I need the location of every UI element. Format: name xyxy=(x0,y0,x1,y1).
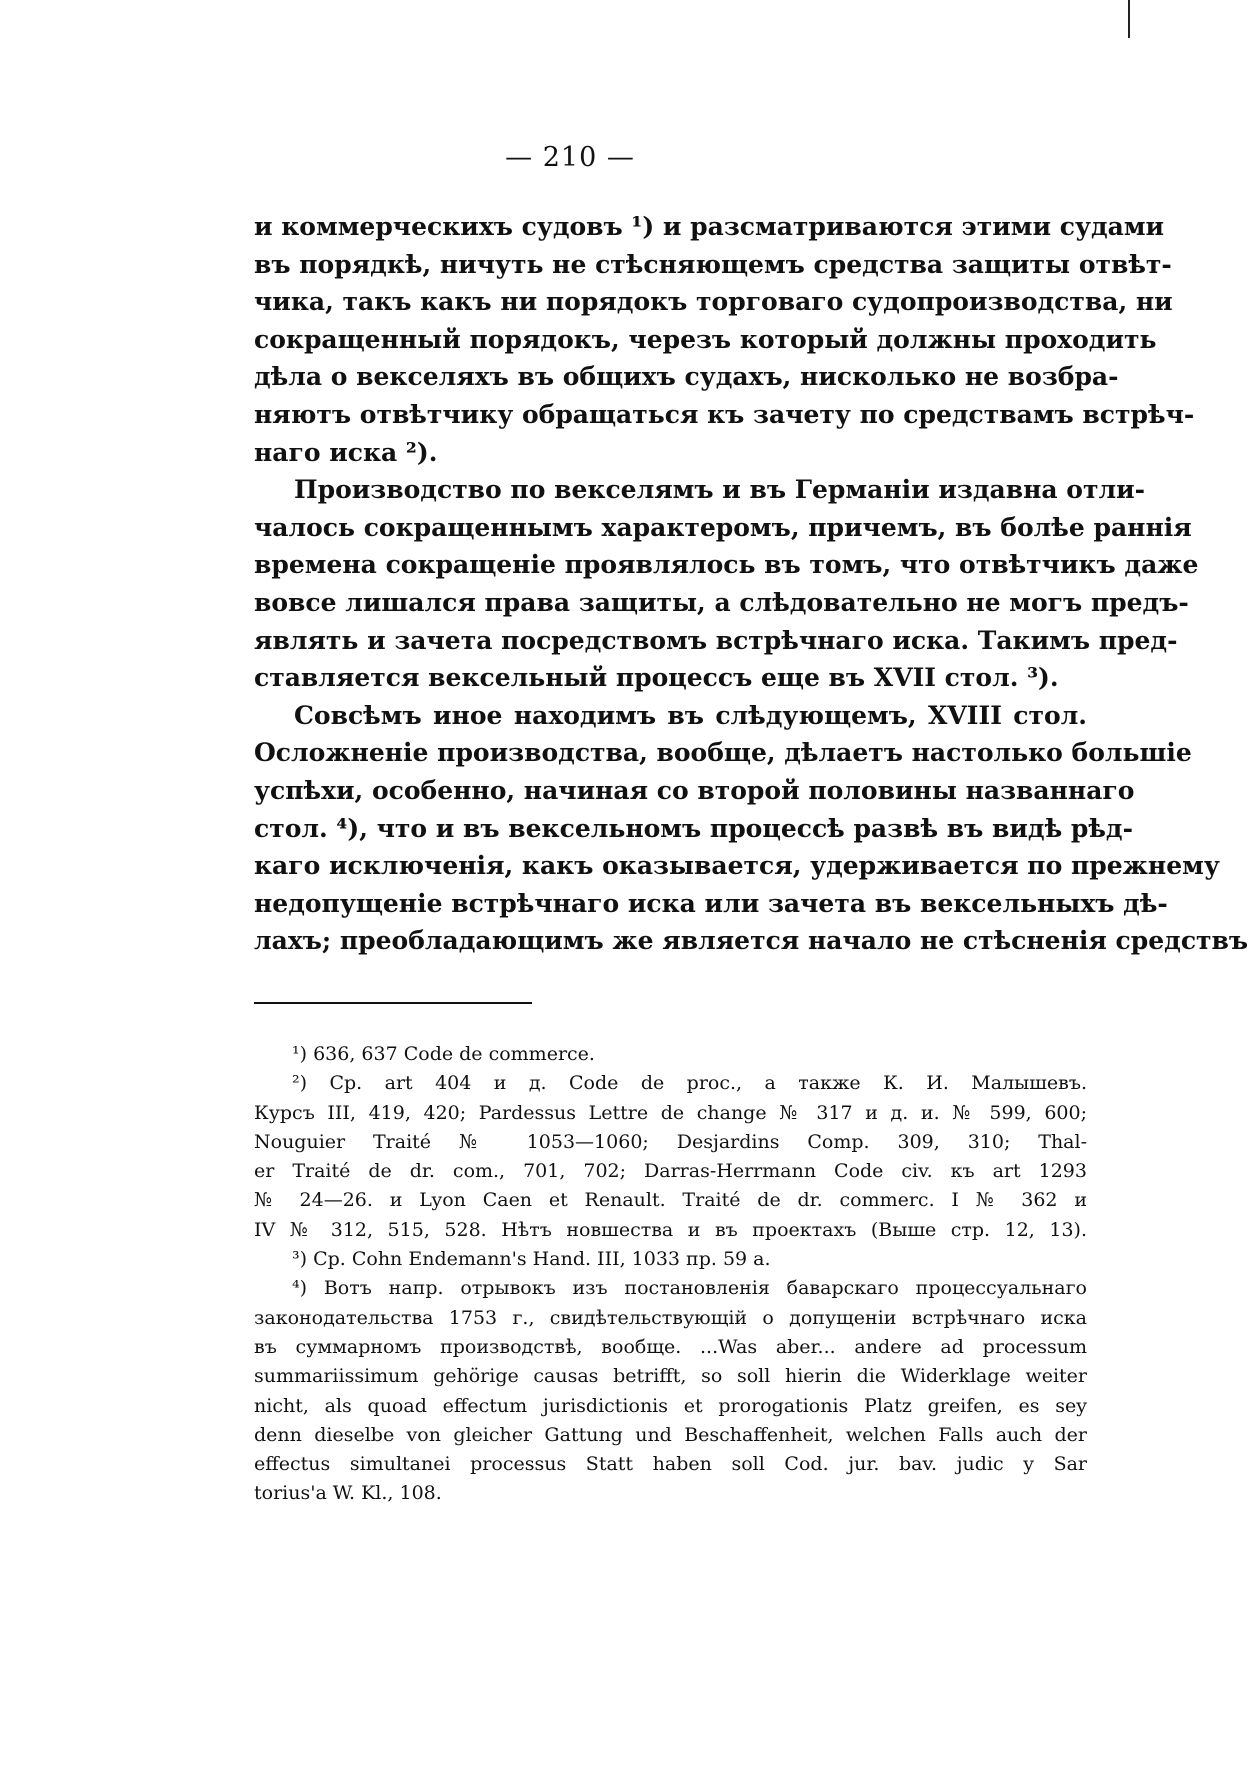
footnote-line: er Traité de dr. com., 701, 702; Darras-Herrmann Code civ. къ art 1293 xyxy=(254,1160,1087,1183)
main-line: времена сокращеніе проявлялось въ томъ, что отвѣтчикъ даже xyxy=(254,550,1199,580)
main-line: сокращенный порядокъ, черезъ который должны проходить xyxy=(254,324,1157,354)
page-number: — 210 — xyxy=(505,142,635,173)
footnote-line: nicht, als quoad effectum jurisdictionis et prorogationis Platz greifen, es sey xyxy=(254,1394,1087,1417)
footnote-line: Курсъ III, 419, 420; Pardessus Lettre de change № 317 и д. и. № 599, 600; xyxy=(254,1101,1087,1124)
main-line: лахъ; преобладающимъ же является начало не стѣсненія средствъ xyxy=(254,926,1248,956)
main-line: и коммерческихъ судовъ ¹) и разсматриваются этими судами xyxy=(254,212,1165,241)
main-line: въ порядкѣ, ничуть не стѣсняющемъ средства защиты отвѣт- xyxy=(254,249,1172,279)
main-line: успѣхи, особенно, начиная со второй половины названнаго xyxy=(254,775,1135,805)
footnote-line: законодательства 1753 г., свидѣтельствующій о допущеніи встрѣчнаго иска xyxy=(254,1306,1087,1329)
footnote-line: ²) Cp. art 404 и д. Code de proc., а также К. И. Малышевъ. xyxy=(292,1072,1087,1095)
main-line: чалось сокращеннымъ характеромъ, причемъ, въ болѣе раннія xyxy=(254,512,1192,542)
main-line: недопущеніе встрѣчнаго иска или зачета въ вексельныхъ дѣ- xyxy=(254,888,1168,918)
footnote-line: IV № 312, 515, 528. Нѣтъ новшества и въ проектахъ (Выше стр. 12, 13). xyxy=(254,1218,1087,1241)
main-line: наго иска ²). xyxy=(254,437,438,467)
main-line: дѣла о векселяхъ въ общихъ судахъ, нисколько не возбра- xyxy=(254,362,1119,392)
footnote-line: effectus simultanei processus Statt haben soll Cod. jur. bav. judic y Sar xyxy=(254,1453,1087,1476)
footnote-line: torius'a W. Kl., 108. xyxy=(254,1482,442,1505)
main-line: ставляется вексельный процессъ еще въ XVII стол. ³). xyxy=(254,663,1059,693)
page-edge-mark xyxy=(1128,0,1130,38)
main-line: вовсе лишался права защиты, а слѣдовательно не могъ предъ- xyxy=(254,587,1189,617)
footnote-line: Nouguier Traité № 1053—1060; Desjardins Comp. 309, 310; Thal- xyxy=(254,1130,1087,1153)
footnote-line: denn dieselbe von gleicher Gattung und Beschaffenheit, welchen Falls auch der xyxy=(254,1423,1087,1446)
main-text xyxy=(254,208,1248,960)
main-line: каго исключенія, какъ оказывается, удерживается по прежнему xyxy=(254,851,1220,881)
main-line: являть и зачета посредствомъ встрѣчнаго иска. Такимъ пред- xyxy=(254,625,1178,655)
footnote-line: ³) Cp. Cohn Endemann's Hand. III, 1033 пр. 59 а. xyxy=(292,1248,771,1271)
footnote-separator xyxy=(254,1002,532,1004)
footnote-line: summariissimum gehörige causas betrifft, so soll hierin die Widerklage weiter xyxy=(254,1365,1087,1388)
footnote-line: ⁴) Вотъ напр. отрывокъ изъ постановленія баварскаго процессуальнаго xyxy=(292,1277,1087,1300)
footnote-line: въ суммарномъ производствѣ, вообще. ...Was aber... andere ad processum xyxy=(254,1335,1087,1358)
main-line: Производство по векселямъ и въ Германіи издавна отли- xyxy=(294,475,1146,505)
main-line: Совсѣмъ иное находимъ въ слѣдующемъ, XVIII стол. xyxy=(294,700,1087,730)
footnote-line: № 24—26. и Lyon Caen et Renault. Traité de dr. commerc. I № 362 и xyxy=(254,1189,1087,1212)
main-line: стол. ⁴), что и въ вексельномъ процессѣ развѣ въ видѣ рѣд- xyxy=(254,813,1133,843)
main-line: няютъ отвѣтчику обращаться къ зачету по средствамъ встрѣч- xyxy=(254,399,1195,429)
footnote-line: ¹) 636, 637 Code de commerce. xyxy=(292,1043,595,1065)
main-line: Осложненіе производства, вообще, дѣлаетъ настолько большіе xyxy=(254,738,1192,768)
main-line: чика, такъ какъ ни порядокъ торговаго судопроизводства, ни xyxy=(254,287,1173,317)
footnotes xyxy=(254,1040,1087,1509)
